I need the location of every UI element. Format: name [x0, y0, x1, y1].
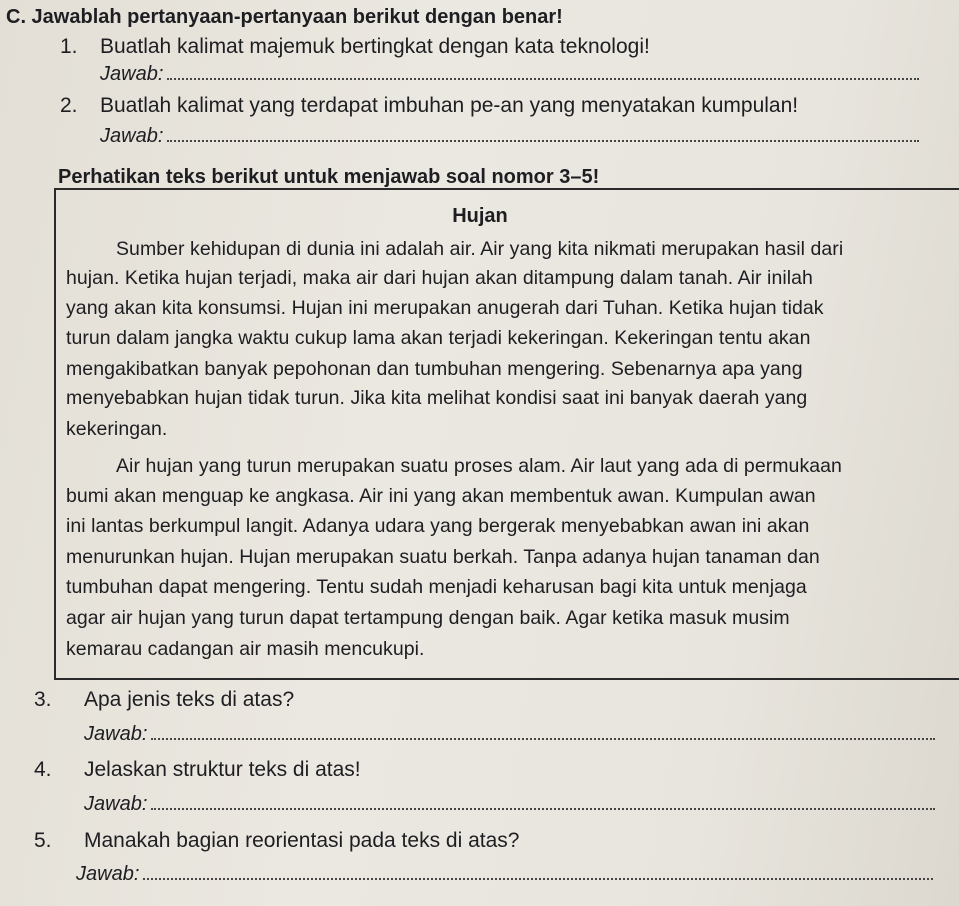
passage-line: yang akan kita konsumsi. Hujan ini merupakan anugerah dari Tuhan. Ketika hujan tidak: [66, 297, 824, 319]
question-number: 3.: [34, 688, 52, 711]
answer-blank[interactable]: [167, 124, 919, 142]
question-number: 2.: [60, 94, 78, 117]
passage-line: turun dalam jangka waktu cukup lama akan terjadi kekeringan. Kekeringan tentu akan: [66, 327, 811, 349]
instruction: Perhatikan teks berikut untuk menjawab soal nomor 3–5!: [58, 166, 600, 188]
answer-line-3[interactable]: [84, 722, 935, 746]
passage-line: hujan. Ketika hujan terjadi, maka air dari hujan akan ditampung dalam tanah. Air inilah: [66, 267, 813, 289]
answer-line-1[interactable]: [100, 62, 919, 86]
answer-label: Jawab:: [84, 793, 148, 815]
answer-label: Jawab:: [76, 863, 140, 885]
passage-line: agar air hujan yang turun dapat tertampung dengan baik. Agar ketika masuk musim: [66, 607, 790, 629]
answer-line-5[interactable]: [76, 862, 933, 886]
passage-line: bumi akan menguap ke angkasa. Air ini yang akan membentuk awan. Kumpulan awan: [66, 485, 816, 507]
question-text: Buatlah kalimat majemuk bertingkat dengan kata teknologi!: [100, 35, 650, 58]
answer-blank[interactable]: [151, 792, 935, 810]
passage-line: mengakibatkan banyak pepohonan dan tumbuhan mengering. Sebenarnya apa yang: [66, 358, 803, 380]
question-text: Buatlah kalimat yang terdapat imbuhan pe-an yang menyatakan kumpulan!: [100, 94, 799, 117]
question-1: [60, 35, 650, 59]
answer-blank[interactable]: [151, 722, 935, 740]
passage-line: tumbuhan dapat mengering. Tentu sudah menjadi keharusan bagi kita untuk menjaga: [66, 576, 807, 598]
answer-line-2[interactable]: [100, 124, 919, 148]
question-3: [34, 688, 294, 712]
question-number: 1.: [60, 35, 78, 58]
question-4: [34, 758, 361, 782]
question-text: Apa jenis teks di atas?: [84, 688, 295, 711]
section-title: C. Jawablah pertanyaan-pertanyaan berikut dengan benar!: [6, 6, 563, 28]
answer-label: Jawab:: [100, 63, 164, 85]
passage-line: Air hujan yang turun merupakan suatu proses alam. Air laut yang ada di permukaan: [116, 455, 842, 477]
answer-label: Jawab:: [100, 125, 164, 147]
passage-line: Sumber kehidupan di dunia ini adalah air. Air yang kita nikmati merupakan hasil dari: [116, 238, 844, 260]
question-2: [60, 94, 798, 118]
question-number: 5.: [34, 829, 52, 852]
passage-title: Hujan: [452, 205, 508, 227]
question-5: [34, 829, 519, 853]
question-text: Manakah bagian reorientasi pada teks di atas?: [84, 829, 520, 852]
question-number: 4.: [34, 758, 52, 781]
answer-line-4[interactable]: [84, 792, 935, 816]
question-text: Jelaskan struktur teks di atas!: [84, 758, 361, 781]
passage-line: menurunkan hujan. Hujan merupakan suatu berkah. Tanpa adanya hujan tanaman dan: [66, 546, 820, 568]
passage-line: kemarau cadangan air masih mencukupi.: [66, 638, 425, 660]
answer-blank[interactable]: [143, 862, 933, 880]
answer-label: Jawab:: [84, 723, 148, 745]
passage-line: menyebabkan hujan tidak turun. Jika kita melihat kondisi saat ini banyak daerah yang: [66, 387, 808, 409]
passage-line: kekeringan.: [66, 418, 168, 440]
passage-line: ini lantas berkumpul langit. Adanya udara yang bergerak menyebabkan awan ini akan: [66, 515, 810, 537]
answer-blank[interactable]: [167, 62, 919, 80]
